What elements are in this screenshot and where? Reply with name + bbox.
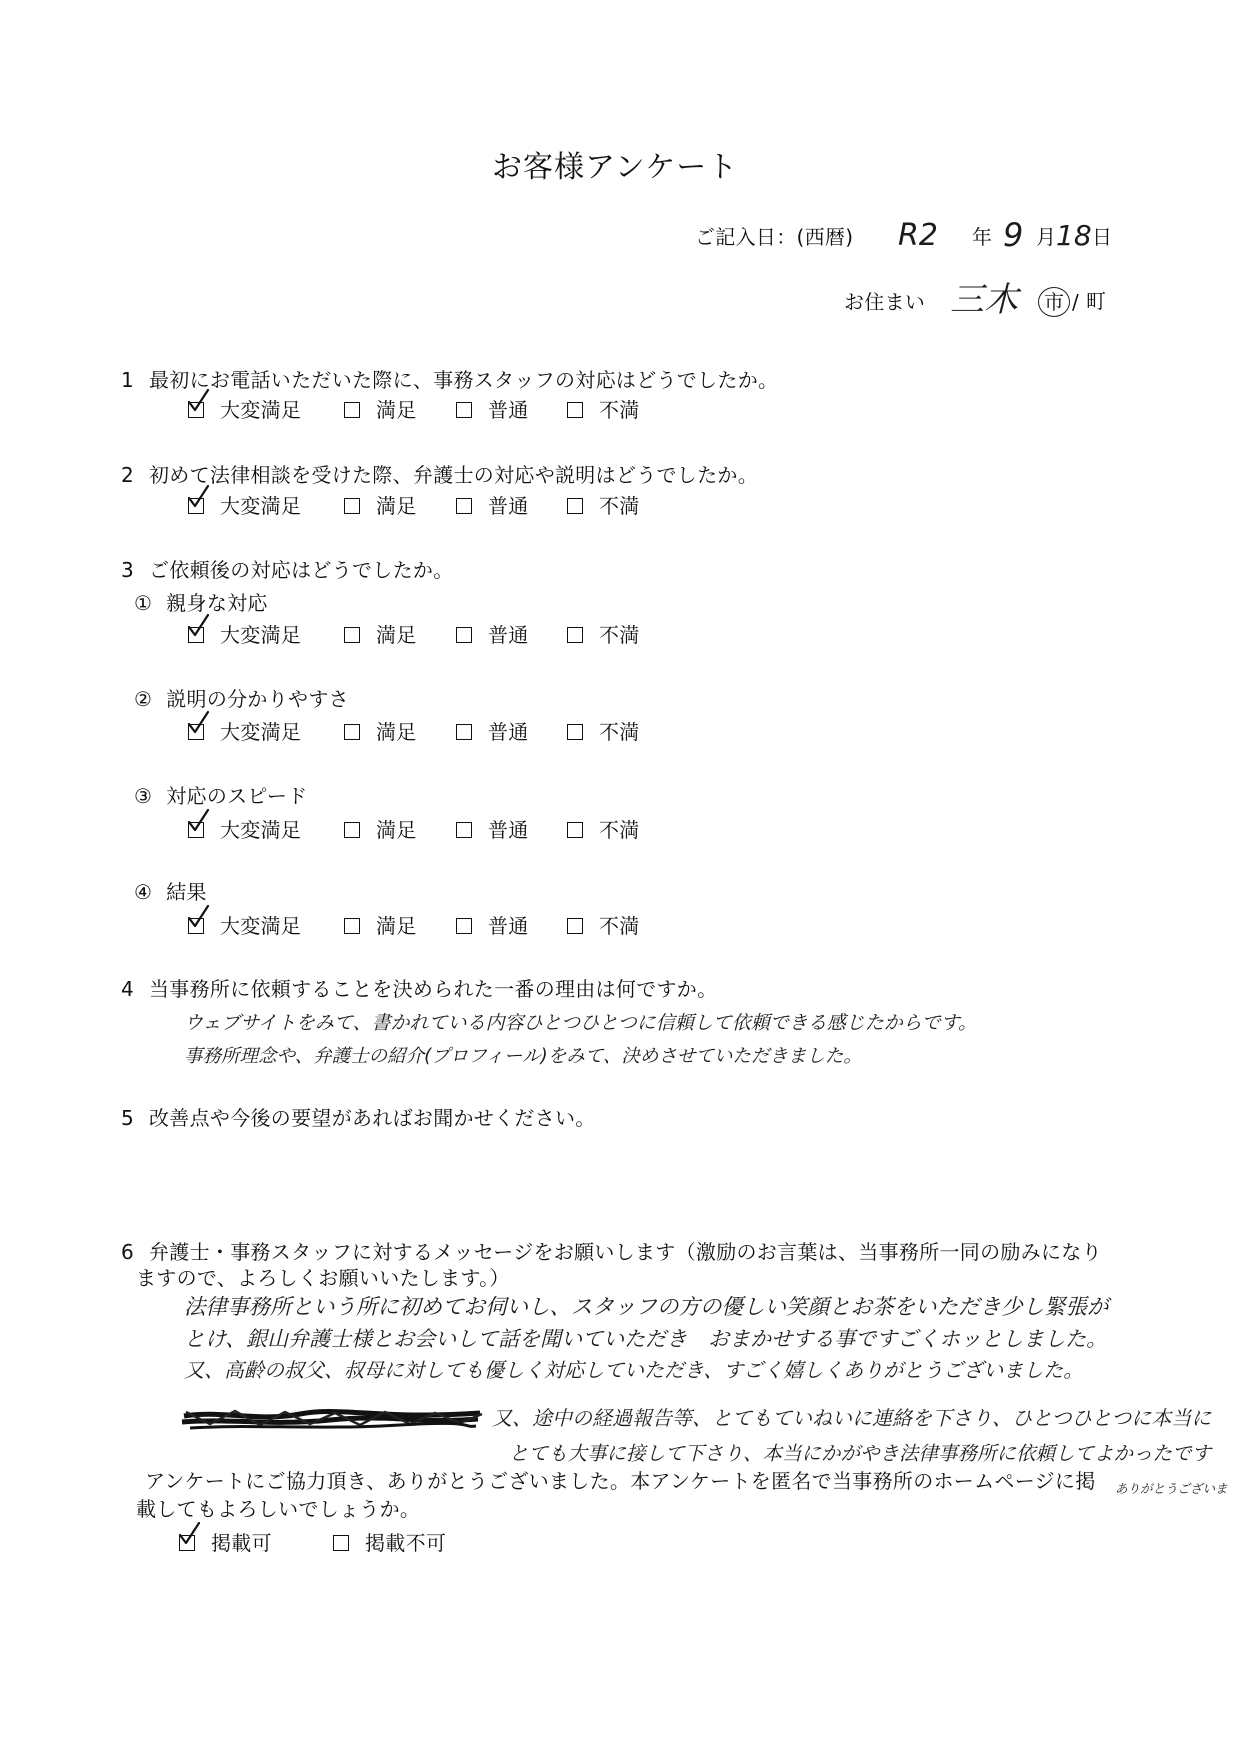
checkbox <box>567 822 583 838</box>
q3-2-option-satisfied <box>344 720 464 744</box>
q2-number: 2 <box>121 463 135 487</box>
q4-handwritten-answer-line-2: 事務所理念や、弁護士の紹介(プロフィール)をみて、決めさせていただきました。 <box>184 1046 862 1067</box>
checkbox <box>456 402 472 418</box>
q3-3-option-satisfied <box>344 818 464 842</box>
checkbox <box>344 724 360 740</box>
q3-2-option-dissatisfied <box>567 720 687 744</box>
option-label: 普通 <box>488 398 529 422</box>
checkbox <box>344 627 360 643</box>
option-label: 不満 <box>599 914 640 938</box>
checkbox <box>456 724 472 740</box>
option-label: 不満 <box>599 623 640 647</box>
entry-date-label: ご記入日：(西暦) <box>695 225 854 249</box>
q1-option-satisfied <box>344 398 464 422</box>
q3-sub-item-1-rating-options <box>0 623 720 647</box>
checkbox <box>456 918 472 934</box>
q1-number: 1 <box>121 368 135 392</box>
q6-text-line-2: ますので、よろしくお願いいたします。） <box>136 1266 510 1290</box>
q4-handwritten-answer-line-1: ウェブサイトをみて、書かれている内容ひとつひとつに信頼して依頼できる感じたからです。 <box>184 1012 978 1034</box>
q3-2-option-neutral <box>456 720 576 744</box>
q3-3-option-very-satisfied <box>188 818 308 842</box>
checkbox <box>567 402 583 418</box>
option-label: 満足 <box>376 720 417 744</box>
q1-option-very-satisfied <box>188 398 308 422</box>
q3-4-option-satisfied <box>344 914 464 938</box>
option-label: 大変満足 <box>220 720 302 744</box>
sub-item-marker: ④ <box>134 880 153 904</box>
address-label: お住まい <box>844 290 926 314</box>
option-label: 不満 <box>599 398 640 422</box>
consent-options <box>0 1531 720 1555</box>
q2-option-satisfied <box>344 494 464 518</box>
entry-date-era-year: R2 <box>898 218 938 253</box>
q1-text: 最初にお電話いただいた際に、事務スタッフの対応はどうでしたか。 <box>149 368 779 392</box>
q2-option-dissatisfied <box>567 494 687 518</box>
sub-item-marker: ① <box>134 591 153 615</box>
q6-handwritten-closing: ありがとうございま <box>1115 1481 1228 1496</box>
page-title: お客様アンケート <box>492 150 739 185</box>
checkbox <box>344 822 360 838</box>
option-label: 大変満足 <box>220 623 302 647</box>
check-mark-icon <box>186 711 210 735</box>
address-option-city: 市 <box>1038 287 1070 317</box>
q3-sub-item-2 <box>134 687 349 711</box>
q3-1-option-dissatisfied <box>567 623 687 647</box>
option-label: 不満 <box>599 494 640 518</box>
q4-number: 4 <box>121 977 135 1001</box>
q3-1-option-very-satisfied <box>188 623 308 647</box>
q3-text: ご依頼後の対応はどうでしたか。 <box>149 558 454 582</box>
q6-handwritten-answer-line-1: 法律事務所という所に初めてお伺いし、スタッフの方の優しい笑顔とお茶をいただき少し緊張が <box>184 1295 1109 1320</box>
address-separator: / <box>1072 290 1080 314</box>
check-mark-icon <box>186 905 210 929</box>
q3-sub-item-4-rating-options <box>0 914 720 938</box>
sub-item-marker: ② <box>134 687 153 711</box>
checkbox <box>567 498 583 514</box>
option-label: 大変満足 <box>220 494 302 518</box>
option-label: 満足 <box>376 494 417 518</box>
option-label: 満足 <box>376 914 417 938</box>
q3-sub-item-3 <box>134 784 308 808</box>
q3-sub-item-4 <box>134 880 207 904</box>
option-label: 大変満足 <box>220 914 302 938</box>
option-label: 普通 <box>488 494 529 518</box>
entry-date-month-unit: 月 <box>1036 225 1057 249</box>
address-city-name: 三木 <box>950 280 1018 320</box>
q3-3-option-neutral <box>456 818 576 842</box>
q3-3-option-dissatisfied <box>567 818 687 842</box>
option-label: 満足 <box>376 623 417 647</box>
consent-text-line-2: 載してもよろしいでしょうか。 <box>136 1497 421 1521</box>
checkbox <box>344 498 360 514</box>
option-label: 普通 <box>488 720 529 744</box>
check-mark-icon <box>177 1522 201 1546</box>
checkbox <box>344 402 360 418</box>
q1-option-neutral <box>456 398 576 422</box>
consent-text-line-1: アンケートにご協力頂き、ありがとうございました。本アンケートを匿名で当事務所のホームページに掲 <box>145 1469 1096 1493</box>
q3-sub-item-2-rating-options <box>0 720 720 744</box>
q6-text-line-1: 弁護士・事務スタッフに対するメッセージをお願いします（激励のお言葉は、当事務所一同の励みになり <box>149 1240 1102 1264</box>
option-label: 不満 <box>599 720 640 744</box>
option-label: 掲載不可 <box>365 1531 447 1555</box>
entry-date-day-unit: 日 <box>1092 225 1113 249</box>
option-label: 満足 <box>376 818 417 842</box>
sub-item-text: 結果 <box>166 880 207 904</box>
address-option-town: 町 <box>1086 289 1106 313</box>
consent-option-deny <box>333 1531 453 1555</box>
q2-rating-options <box>0 494 720 518</box>
checkbox <box>344 918 360 934</box>
q2-text: 初めて法律相談を受けた際、弁護士の対応や説明はどうでしたか。 <box>149 463 758 487</box>
q5-number: 5 <box>121 1106 135 1130</box>
option-label: 大変満足 <box>220 818 302 842</box>
checkbox <box>333 1535 349 1551</box>
check-mark-icon <box>186 389 210 413</box>
q5-text: 改善点や今後の要望があればお聞かせください。 <box>149 1106 596 1130</box>
q3-sub-item-1 <box>134 591 268 615</box>
checkbox <box>567 918 583 934</box>
q6-handwritten-answer-line-5: とても大事に接して下さり、本当にかがやき法律事務所に依頼してよかったです <box>509 1442 1212 1465</box>
q6-number: 6 <box>121 1240 135 1264</box>
redaction-scribble <box>180 1404 485 1434</box>
check-mark-icon <box>186 485 210 509</box>
q3-1-option-neutral <box>456 623 576 647</box>
option-label: 掲載可 <box>211 1531 272 1555</box>
q6-handwritten-answer-line-3: 又、高齢の叔父、叔母に対しても優しく対応していただき、すごく嬉しくありがとうございました。 <box>184 1358 1084 1382</box>
checkbox <box>567 627 583 643</box>
option-label: 大変満足 <box>220 398 302 422</box>
q2-option-very-satisfied <box>188 494 308 518</box>
sub-item-text: 説明の分かりやすさ <box>166 687 349 711</box>
q6-handwritten-answer-line-4: 又、途中の経過報告等、とてもていねいに連絡を下さり、ひとつひとつに本当に <box>492 1406 1212 1430</box>
check-mark-icon <box>186 809 210 833</box>
q2-option-neutral <box>456 494 576 518</box>
q3-sub-item-3-rating-options <box>0 818 720 842</box>
entry-date-month: 9 <box>1003 216 1024 254</box>
q3-2-option-very-satisfied <box>188 720 308 744</box>
entry-date-day: 18 <box>1056 219 1092 252</box>
q3-number: 3 <box>121 558 135 582</box>
checkbox <box>456 822 472 838</box>
sub-item-marker: ③ <box>134 784 153 808</box>
sub-item-text: 親身な対応 <box>166 591 268 615</box>
q1-rating-options <box>0 398 720 422</box>
option-label: 普通 <box>488 914 529 938</box>
option-label: 普通 <box>488 623 529 647</box>
q3-4-option-very-satisfied <box>188 914 308 938</box>
option-label: 満足 <box>376 398 417 422</box>
option-label: 普通 <box>488 818 529 842</box>
q4-text: 当事務所に依頼することを決められた一番の理由は何ですか。 <box>149 977 718 1001</box>
checkbox <box>567 724 583 740</box>
q3-1-option-satisfied <box>344 623 464 647</box>
entry-date-year-unit: 年 <box>972 225 993 249</box>
checkbox <box>456 498 472 514</box>
check-mark-icon <box>186 614 210 638</box>
q1-option-dissatisfied <box>567 398 687 422</box>
q3-4-option-dissatisfied <box>567 914 687 938</box>
option-label: 不満 <box>599 818 640 842</box>
consent-option-allow <box>179 1531 299 1555</box>
checkbox <box>456 627 472 643</box>
sub-item-text: 対応のスピード <box>166 784 308 808</box>
q6-handwritten-answer-line-2: とけ、銀山弁護士様とお会いして話を聞いていただき おまかせする事ですごくホッとしました。 <box>184 1327 1108 1351</box>
q3-4-option-neutral <box>456 914 576 938</box>
